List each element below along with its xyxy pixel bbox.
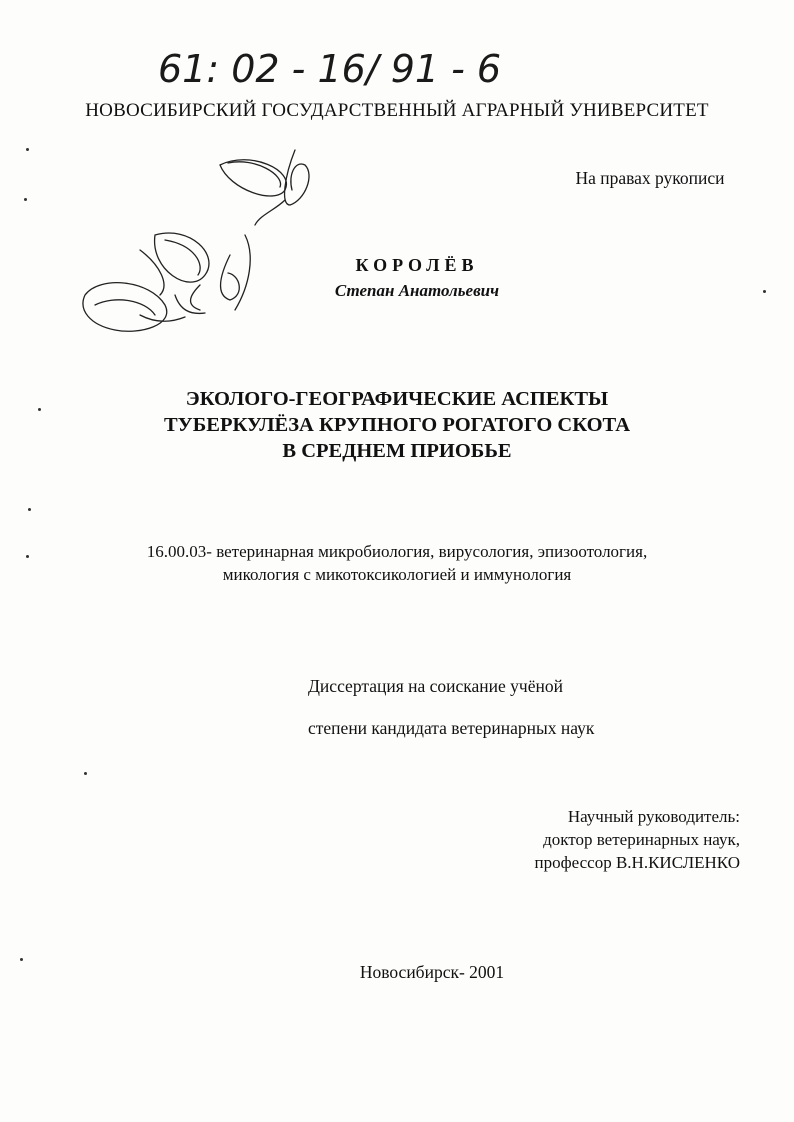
specialty-line-2: микология с микотоксикологией и иммунология (222, 565, 572, 584)
specialty-line-1: 16.00.03- ветеринарная микробиология, вирусология, эпизоотология, (146, 542, 648, 561)
supervisor-label: Научный руководитель: (567, 807, 740, 826)
supervisor-name: профессор В.Н.КИСЛЕНКО (534, 853, 740, 872)
scan-speck (84, 772, 87, 775)
author-full-name: Степан Анатольевич (334, 281, 500, 300)
author-signature (80, 145, 340, 345)
city-and-year: Новосибирск- 2001 (359, 962, 505, 982)
university-name: НОВОСИБИРСКИЙ ГОСУДАРСТВЕННЫЙ АГРАРНЫЙ УНИВЕРСИТЕТ (85, 100, 709, 121)
supervisor-degree: доктор ветеринарных наук, (543, 830, 740, 849)
title-line: ЭКОЛОГО-ГЕОГРАФИЧЕСКИЕ АСПЕКТЫ (185, 388, 609, 410)
scan-speck (26, 555, 29, 558)
author-surname: КОРОЛЁВ (355, 255, 479, 275)
title-line: В СРЕДНЕМ ПРИОБЬЕ (282, 440, 512, 462)
scientific-supervisor (470, 805, 740, 874)
title-line: ТУБЕРКУЛЁЗА КРУПНОГО РОГАТОГО СКОТА (164, 414, 630, 436)
scan-speck (26, 148, 29, 151)
specialty-code (0, 540, 794, 586)
scan-speck (20, 958, 23, 961)
scan-speck (763, 290, 766, 293)
archive-code-text: 61: 02 - 16/ 91 - 6 (158, 47, 502, 91)
scan-speck (28, 508, 31, 511)
dissertation-title (0, 386, 794, 464)
archive-code-handwritten (150, 38, 550, 98)
scan-speck (38, 408, 41, 411)
scan-speck (24, 198, 27, 201)
degree-line-2: степени кандидата ветеринарных наук (308, 718, 595, 738)
degree-line-1: Диссертация на соискание учёной (308, 676, 563, 696)
manuscript-rights-note: На правах рукописи (575, 168, 725, 188)
